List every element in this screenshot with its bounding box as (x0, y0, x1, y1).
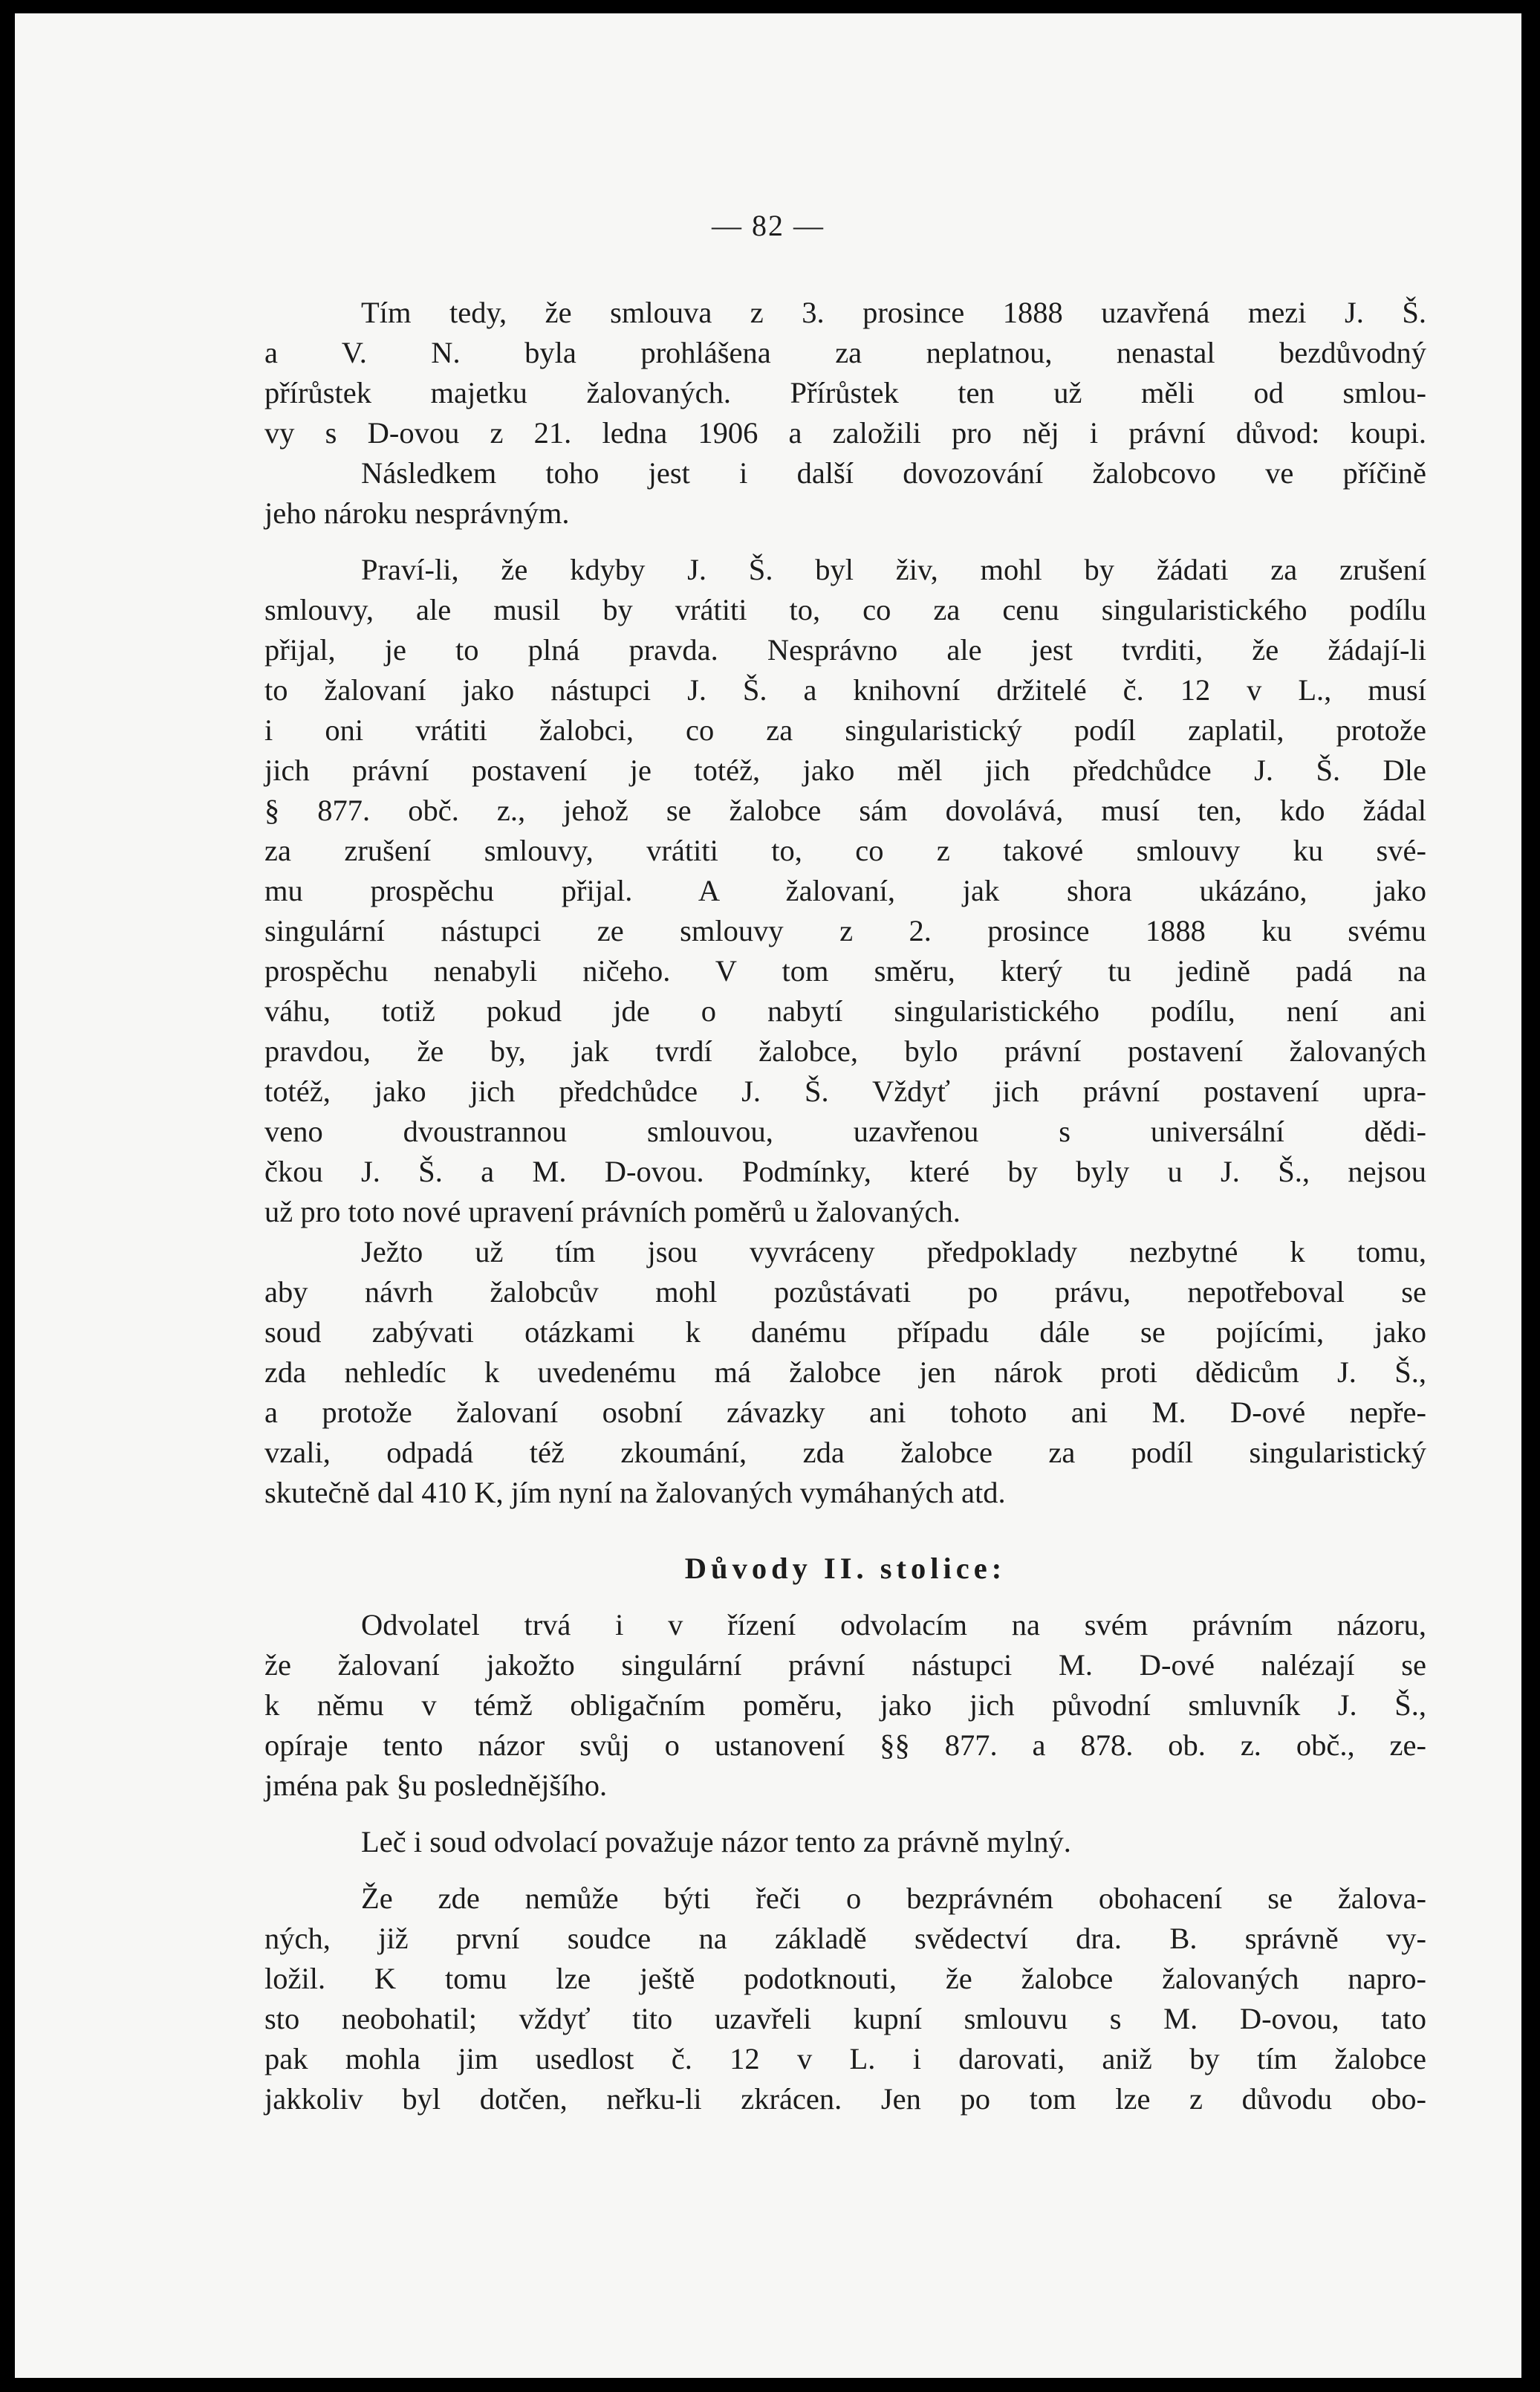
text-line: sto neobohatil; vždyť tito uzavřeli kupní smlouvu s M. D-ovou, tato (264, 2002, 1426, 2035)
body-text (264, 293, 1426, 2119)
text-line: Praví-li, že kdyby J. Š. byl živ, mohl by žádati za zrušení (361, 553, 1426, 586)
document-page (15, 13, 1521, 2378)
text-line: smlouvy, ale musil by vrátiti to, co za cenu singularistického podílu (264, 593, 1426, 626)
text-line: Odvolatel trvá i v řízení odvolacím na svém právním názoru, (361, 1608, 1426, 1641)
text-line: ložil. K tomu lze ještě podotknouti, že žalobce žalovaných napro- (264, 1962, 1426, 1995)
text-line: už pro toto nové upravení právních poměrů u žalovaných. (264, 1195, 961, 1228)
text-line: Že zde nemůže býti řeči o bezprávném obohacení se žalova- (361, 1881, 1426, 1915)
page-number: — 82 — (712, 209, 825, 242)
text-line: a V. N. byla prohlášena za neplatnou, nenastal bezdůvodný (264, 336, 1426, 369)
text-line: to žalovaní jako nástupci J. Š. a knihovní držitelé č. 12 v L., musí (264, 673, 1426, 707)
text-line: i oni vrátiti žalobci, co za singularistický podíl zaplatil, protože (264, 713, 1426, 747)
text-line: Tím tedy, že smlouva z 3. prosince 1888 uzavřená mezi J. Š. (361, 296, 1426, 329)
text-line: vy s D-ovou z 21. ledna 1906 a založili pro něj i právní důvod: koupi. (264, 416, 1426, 450)
text-line: k němu v témž obligačním poměru, jako jich původní smluvník J. Š., (264, 1688, 1426, 1722)
text-line: jakkoliv byl dotčen, neřku-li zkrácen. Jen po tom lze z důvodu obo- (264, 2082, 1426, 2116)
text-line: Leč i soud odvolací považuje názor tento za právně mylný. (361, 1825, 1071, 1858)
text-line: pak mohla jim usedlost č. 12 v L. i darovati, aniž by tím žalobce (264, 2042, 1426, 2075)
text-line: soud zabývati otázkami k danému případu dále se pojícími, jako (264, 1315, 1426, 1349)
text-line: zda nehledíc k uvedenému má žalobce jen nárok proti dědicům J. Š., (264, 1355, 1426, 1389)
text-line: aby návrh žalobcův mohl pozůstávati po právu, nepotřeboval se (264, 1275, 1426, 1309)
text-line: vzali, odpadá též zkoumání, zda žalobce za podíl singularistický (264, 1436, 1426, 1469)
text-line: totéž, jako jich předchůdce J. Š. Vždyť jich právní postavení upra- (264, 1075, 1426, 1108)
text-line: Následkem toho jest i další dovozování žalobcovo ve příčině (361, 456, 1426, 490)
section-heading: Důvody II. stolice: (684, 1552, 1007, 1585)
text-line: za zrušení smlouvy, vrátiti to, co z takové smlouvy ku své- (264, 834, 1426, 867)
text-line: váhu, totiž pokud jde o nabytí singularistického podílu, není ani (264, 994, 1426, 1028)
text-line: prospěchu nenabyli ničeho. V tom směru, který tu jedině padá na (264, 954, 1426, 988)
text-line: mu prospěchu přijal. A žalovaní, jak shora ukázáno, jako (264, 874, 1426, 907)
text-line: Ježto už tím jsou vyvráceny předpoklady nezbytné k tomu, (361, 1235, 1426, 1268)
text-line: skutečně dal 410 K, jím nyní na žalovaných vymáhaných atd. (264, 1476, 1006, 1509)
text-line: přírůstek majetku žalovaných. Přírůstek ten už měli od smlou- (264, 376, 1426, 409)
text-line: pravdou, že by, jak tvrdí žalobce, bylo právní postavení žalovaných (264, 1034, 1426, 1068)
text-line: jich právní postavení je totéž, jako měl jich předchůdce J. Š. Dle (264, 753, 1426, 787)
text-line: § 877. obč. z., jehož se žalobce sám dovolává, musí ten, kdo žádal (264, 794, 1426, 827)
text-line: veno dvoustrannou smlouvou, uzavřenou s universální dědi- (264, 1115, 1426, 1148)
text-line: čkou J. Š. a M. D-ovou. Podmínky, které by byly u J. Š., nejsou (264, 1155, 1426, 1188)
text-line: jména pak §u poslednějšího. (264, 1769, 608, 1802)
text-line: singulární nástupci ze smlouvy z 2. prosince 1888 ku svému (264, 914, 1426, 947)
text-line: jeho nároku nesprávným. (264, 496, 570, 530)
text-line: opíraje tento názor svůj o ustanovení §§ 877. a 878. ob. z. obč., ze- (264, 1728, 1426, 1762)
text-line: přijal, je to plná pravda. Nesprávno ale jest tvrditi, že žádají-li (264, 633, 1426, 667)
text-line: a protože žalovaní osobní závazky ani tohoto ani M. D-ové nepře- (264, 1396, 1426, 1429)
text-line: že žalovaní jakožto singulární právní nástupci M. D-ové nalézají se (264, 1648, 1426, 1682)
text-line: ných, již první soudce na základě svědectví dra. B. správně vy- (264, 1922, 1426, 1955)
